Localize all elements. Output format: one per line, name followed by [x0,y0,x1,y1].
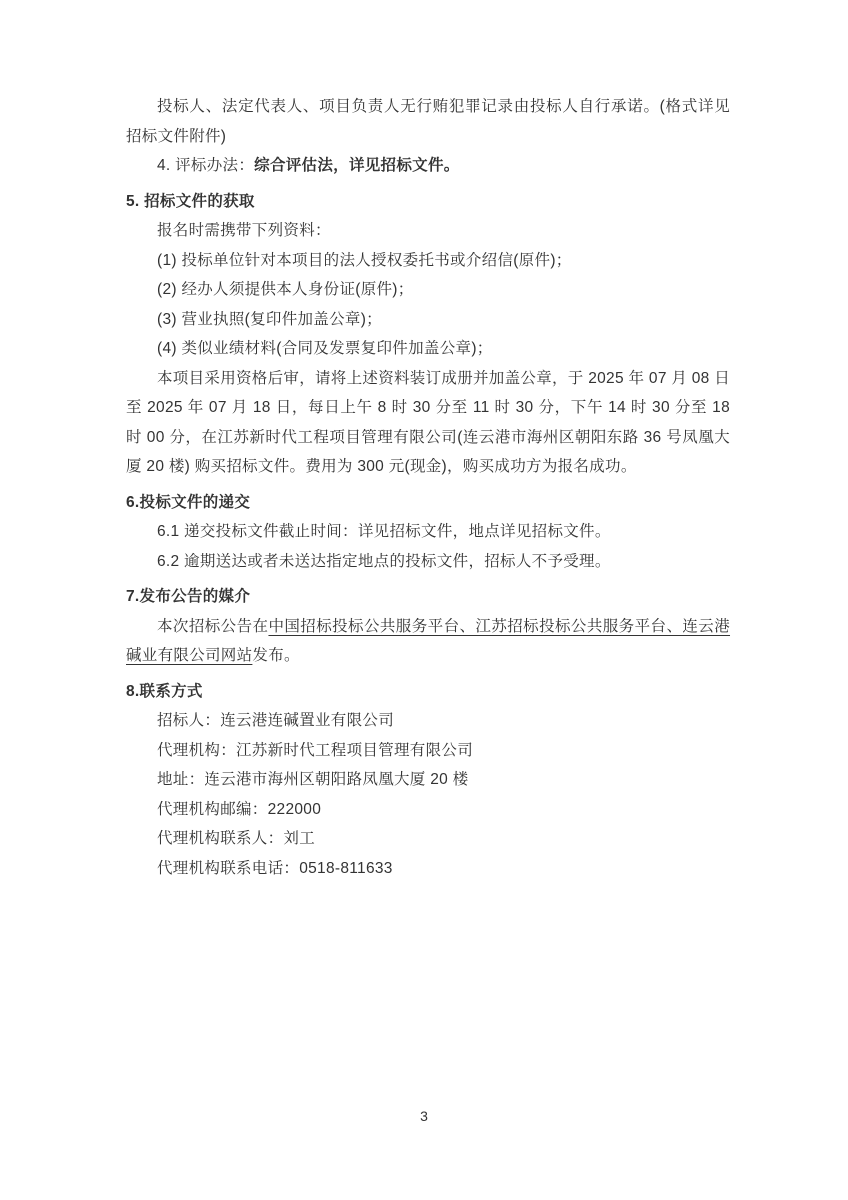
section5-paragraph: 本项目采用资格后审，请将上述资料装订成册并加盖公章，于 2025 年 07 月 08 日至 2025 年 07 月 18 日，每日上午 8 时 30 分至 11 时 30 分，下午 14 时 30 分至 18 时 00 分，在江苏新时代工程项目管理有限公司(连云港市海州区朝阳东路 36 号凤凰大厦 20 楼) 购买招标文件。费用为 300 元(现金)，购买成功方为报名成功。 [126,369,731,475]
paragraph-commitment: 投标人、法定代表人、项目负责人无行贿犯罪记录由投标人自行承诺。(格式详见招标文件附件) [126,98,730,145]
list-item-2: (2) 经办人须提供本人身份证(原件)； [157,281,414,298]
list-item-4: (4) 类似业绩材料(合同及发票复印件加盖公章)； [157,340,493,357]
list-item-1: (1) 投标单位针对本项目的法人授权委托书或介绍信(原件)； [157,251,572,269]
document-content [126,92,730,883]
contact-line-postcode: 代理机构邮编：222000 [157,800,322,818]
contact-line-address: 地址：连云港市海州区朝阳路凤凰大厦 20 楼 [157,771,469,788]
contact-line-tenderer: 招标人：连云港连碱置业有限公司 [157,712,395,729]
section-heading-5: 5. 招标文件的获取 [126,192,255,210]
contact-line-agency: 代理机构：江苏新时代工程项目管理有限公司 [157,741,474,759]
section6-item-2: 6.2 逾期送达或者未送达指定地点的投标文件，招标人不予受理。 [157,552,611,570]
paragraph-evaluation-method [126,151,730,181]
section7-suffix: 发布。 [252,647,300,664]
contact-line-phone: 代理机构联系电话：0518-811633 [157,859,393,877]
page-number: 3 [420,1108,428,1124]
section7-paragraph [126,612,730,671]
section-heading-7: 7.发布公告的媒介 [126,588,251,605]
section-heading-6: 6.投标文件的递交 [126,493,251,511]
list-item-3: (3) 营业执照(复印件加盖公章)； [157,310,382,328]
section7-prefix: 本次招标公告在 [157,617,269,635]
contact-line-person: 代理机构联系人：刘工 [157,830,316,847]
section5-intro: 报名时需携带下列资料： [157,222,331,239]
evaluation-method-value: 综合评估法，详见招标文件。 [254,157,460,174]
evaluation-method-label: 4. 评标办法： [157,157,255,174]
section-heading-8: 8.联系方式 [126,682,203,700]
publication-platforms-underlined: 中国招标投标公共服务平台、江苏招标投标公共服务平台、连云港碱业有限公司网站 [126,617,731,664]
section6-item-1: 6.1 递交投标文件截止时间：详见招标文件，地点详见招标文件。 [157,523,611,540]
